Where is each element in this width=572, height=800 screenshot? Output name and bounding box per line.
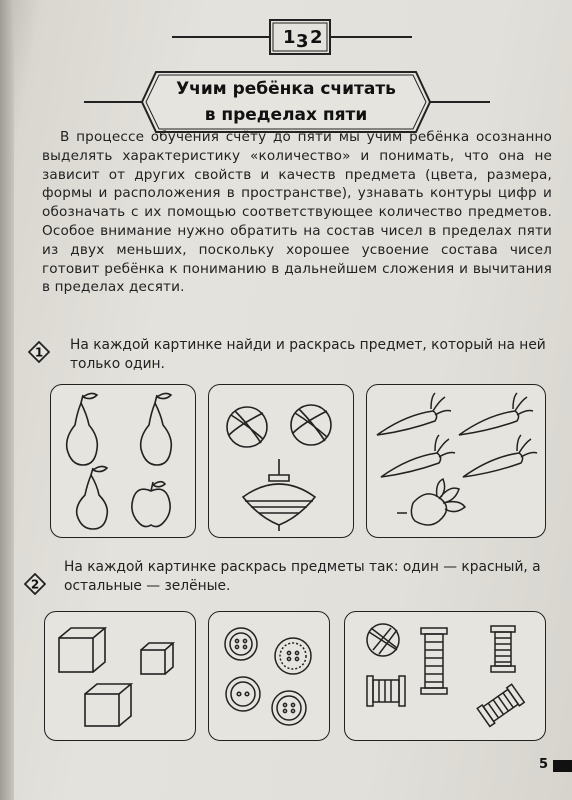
beet-icon — [397, 479, 465, 525]
logo-digit: 2 — [310, 27, 323, 48]
picture-box-buttons — [208, 611, 330, 741]
cube-icon — [85, 684, 131, 726]
threads-illustration — [345, 612, 545, 740]
button-icon — [272, 691, 306, 725]
page-number-marker — [553, 760, 572, 772]
thread-spool-icon — [491, 626, 515, 672]
title-rule-left — [84, 101, 142, 103]
thread-spool-icon — [421, 628, 447, 694]
pears-apple-illustration — [51, 385, 195, 537]
picture-box-threads — [344, 611, 546, 741]
title-line-2: в пределах пяти — [204, 105, 368, 125]
ball-icon — [227, 407, 267, 447]
logo-digit: 3 — [296, 31, 309, 52]
numbers-logo-icon — [268, 18, 332, 56]
thread-spool-icon — [477, 684, 524, 726]
title-rule-right — [430, 101, 490, 103]
intro-paragraph: В процессе обучения счёту до пяти мы учим ребёнка осознанно выделять характеристику «количество» и понимать, что она не зависит от других свойств и качеств предмета (цвета, размера, формы и расположения в пространстве), узнавать контуры цифр и обозначать с их помощью соответствующее количество предметов. Особое внимание нужно обратить на состав чисел в пределах пяти из двух меньших, поскольку хорошее усвоение состава чисел готовит ребёнка к пониманию в дальнейшем сложения и вычитания в пределах десяти. — [42, 129, 552, 296]
carrot-icon — [381, 435, 455, 477]
task-number-badge — [28, 341, 50, 363]
button-icon — [275, 638, 311, 674]
picture-box-pears — [50, 384, 196, 538]
pear-icon — [141, 393, 172, 465]
picture-box-balls — [208, 384, 354, 538]
logo-digit: 1 — [283, 27, 296, 48]
ball-icon — [291, 405, 331, 445]
carrot-icon — [463, 435, 537, 477]
thread-spool-icon — [367, 676, 405, 706]
task-number: 1 — [34, 345, 44, 360]
page-title — [140, 76, 432, 128]
spinning-top-icon — [243, 459, 315, 531]
yarn-ball-icon — [367, 624, 399, 656]
pear-icon — [77, 466, 108, 529]
cube-icon — [141, 643, 173, 674]
task-number: 2 — [30, 577, 40, 592]
task-1-instruction: На каждой картинке найди и раскрась предмет, который на ней только один. — [70, 337, 546, 372]
button-icon — [226, 677, 260, 711]
carrot-icon — [377, 393, 451, 435]
button-icon — [225, 628, 257, 660]
page-number: 5 — [539, 757, 549, 772]
cubes-illustration — [45, 612, 195, 740]
title-line-1: Учим ребёнка считать — [176, 79, 396, 99]
picture-box-carrots — [366, 384, 546, 538]
picture-box-cubes — [44, 611, 196, 741]
book-spine-shadow — [0, 0, 14, 800]
apple-icon — [132, 482, 170, 527]
carrot-icon — [459, 393, 533, 435]
buttons-illustration — [209, 612, 329, 740]
cube-icon — [59, 628, 105, 672]
carrots-beet-illustration — [367, 385, 545, 537]
task-2-instruction: На каждой картинке раскрась предметы так: один — красный, а остальные — зелёные. — [64, 559, 541, 594]
balls-top-illustration — [209, 385, 353, 537]
pear-icon — [67, 393, 98, 465]
task-number-badge — [24, 573, 46, 595]
